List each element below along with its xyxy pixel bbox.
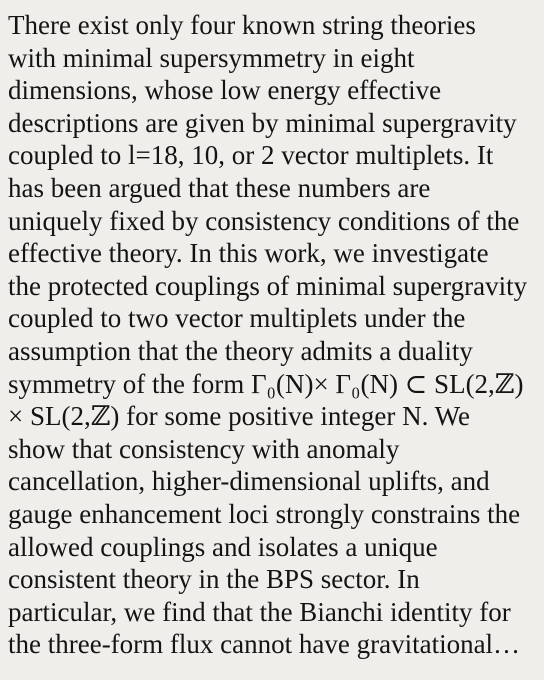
text-line: × SL(2,ℤ) for some positive integer N. We: [8, 401, 470, 432]
text-line: assumption that the theory admits a duality: [8, 335, 473, 366]
text-line: symmetry of the form Γ₀(N)× Γ₀(N) ⊂ SL(2,ℤ): [8, 368, 524, 399]
text-line: show that consistency with anomaly: [8, 433, 400, 464]
text-line: dimensions, whose low energy effective: [8, 75, 442, 106]
text-line: with minimal supersymmetry in eight: [8, 42, 415, 73]
text-line: coupled to two vector multiplets under the: [8, 303, 466, 334]
text-line: descriptions are given by minimal supergravity: [8, 107, 517, 138]
text-line: There exist only four known string theories: [8, 10, 476, 40]
text-line: consistent theory in the BPS sector. In: [8, 564, 420, 595]
text-line: has been argued that these numbers are: [8, 172, 431, 203]
text-line: uniquely fixed by consistency conditions of the: [8, 205, 520, 236]
text-line: gauge enhancement loci strongly constrains the: [8, 498, 521, 529]
text-line: the protected couplings of minimal supergravity: [8, 270, 528, 301]
abstract-text: [8, 9, 536, 661]
text-line: the three-form flux cannot have gravitational…: [8, 629, 521, 660]
text-line: cancellation, higher-dimensional uplifts, and: [8, 466, 490, 497]
text-line: allowed couplings and isolates a unique: [8, 531, 438, 562]
text-line: effective theory. In this work, we investigate: [8, 238, 489, 269]
text-line: particular, we find that the Bianchi identity for: [8, 596, 511, 627]
text-line: coupled to l=18, 10, or 2 vector multiplets. It: [8, 140, 494, 171]
